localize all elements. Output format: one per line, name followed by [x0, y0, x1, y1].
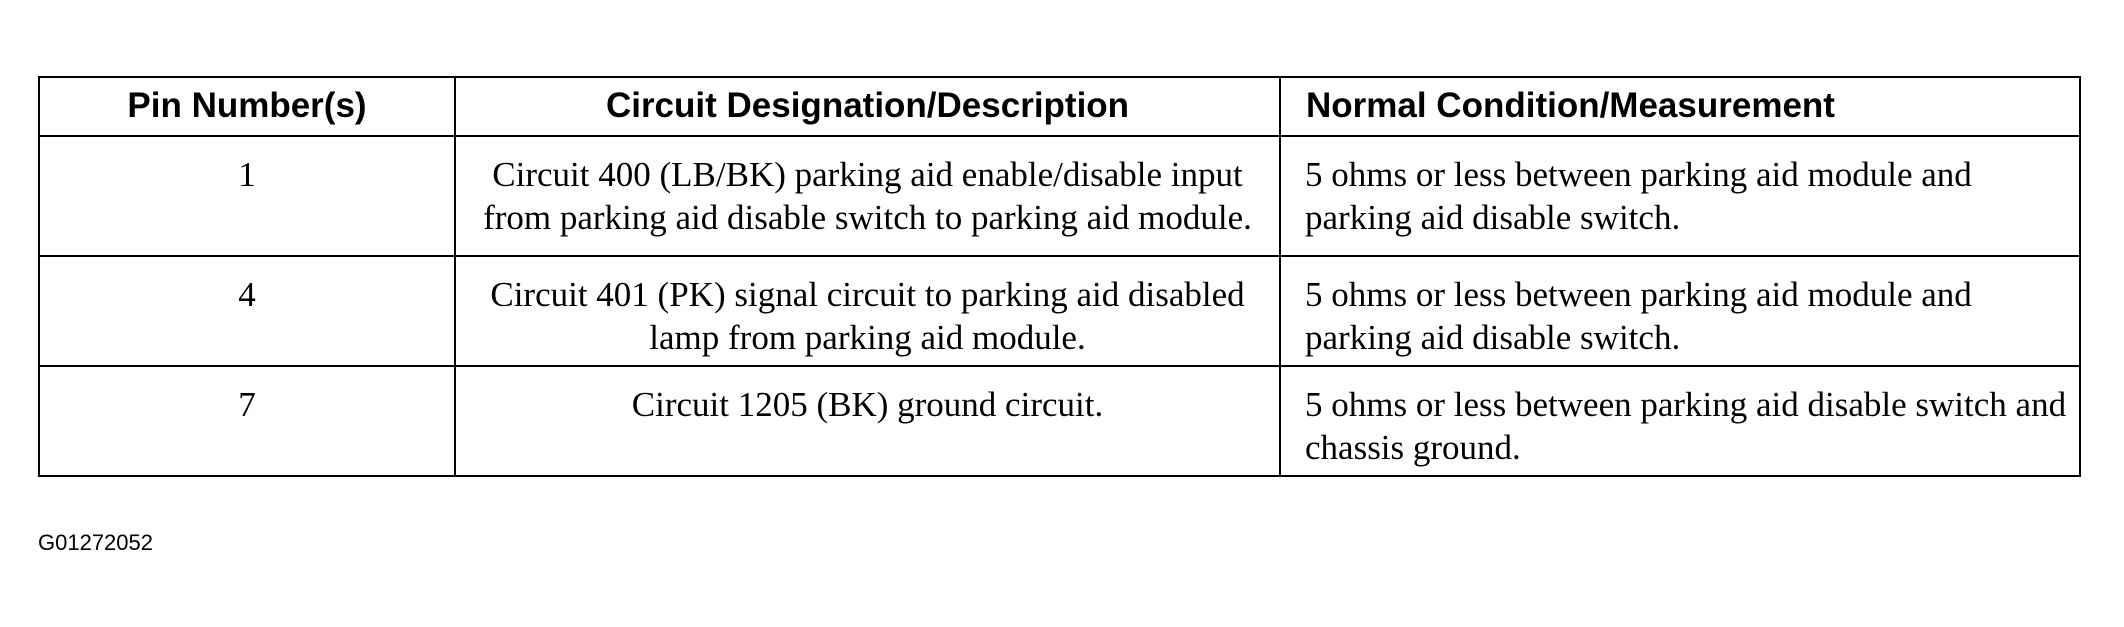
pin-number-cell: 7: [39, 366, 455, 476]
table-row: [39, 136, 2080, 256]
measurement-cell: 5 ohms or less between parking aid module and parking aid disable switch.: [1280, 256, 2080, 366]
header-circuit-description: Circuit Designation/Description: [455, 77, 1280, 136]
measurement-cell: 5 ohms or less between parking aid module and parking aid disable switch.: [1280, 136, 2080, 256]
table-row: [39, 256, 2080, 366]
circuit-description-cell: Circuit 400 (LB/BK) parking aid enable/disable input from parking aid disable switch to parking aid module.: [455, 136, 1280, 256]
figure-id-label: G01272052: [38, 530, 153, 555]
table-row: [39, 366, 2080, 476]
pin-number-cell: 4: [39, 256, 455, 366]
pin-number-cell: 1: [39, 136, 455, 256]
circuit-description-cell: Circuit 401 (PK) signal circuit to parking aid disabled lamp from parking aid module.: [455, 256, 1280, 366]
table-header-row: [39, 77, 2080, 136]
pin-measurement-table: [38, 76, 2081, 477]
header-pin-numbers: Pin Number(s): [39, 77, 455, 136]
measurement-cell: 5 ohms or less between parking aid disable switch and chassis ground.: [1280, 366, 2080, 476]
header-normal-condition: Normal Condition/Measurement: [1280, 77, 2080, 136]
circuit-description-cell: Circuit 1205 (BK) ground circuit.: [455, 366, 1280, 476]
